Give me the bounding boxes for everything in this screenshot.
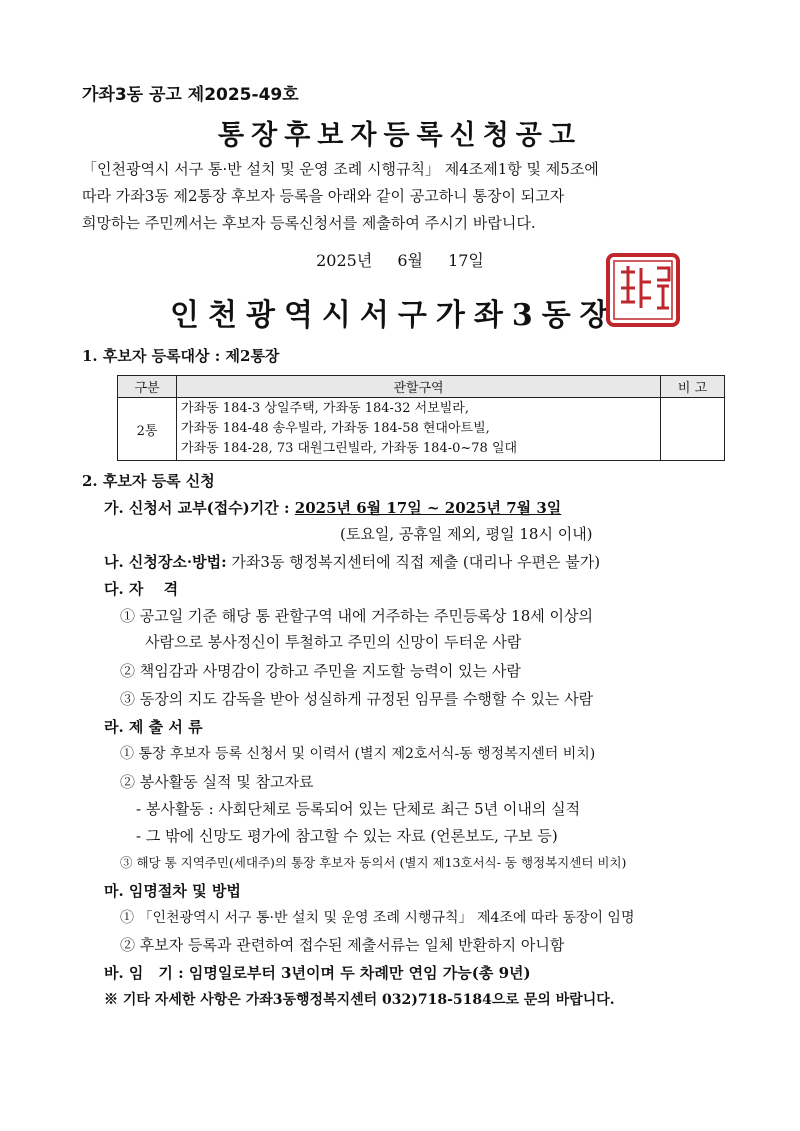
- table-header-row: [118, 376, 725, 398]
- page-title: 통장후보자등록신청공고: [218, 120, 582, 151]
- intro-line-2: 따라 가좌3동 제2통장 후보자 등록을 아래와 같이 공고하니 통장이 되고자: [82, 187, 565, 205]
- section-2-heading: 2. 후보자 등록 신청: [82, 472, 215, 490]
- jurisdiction-line-3: 가좌동 184-28, 73 대원그린빌라, 가좌동 184-0~78 일대: [181, 441, 518, 456]
- qualification-heading: 다. 자 격: [104, 580, 179, 598]
- jurisdiction-line-2: 가좌동 184-48 송우빌라, 가좌동 184-58 현대아트빌,: [181, 421, 490, 436]
- appointment-item-1: ① 「인천광역시 서구 통·반 설치 및 운영 조례 시행규칙」 제4조에 따라 동장이 임명: [120, 910, 635, 926]
- application-place-label: 나. 신청장소·방법:: [104, 553, 227, 571]
- intro-line-3: 희망하는 주민께서는 후보자 등록신청서를 제출하여 주시기 바랍니다.: [82, 214, 536, 232]
- qualification-item-3: ③ 동장의 지도 감독을 받아 성실하게 규정된 임무를 수행할 수 있는 사람: [120, 690, 594, 708]
- application-period-value: 2025년 6월 17일 ~ 2025년 7월 3일: [294, 499, 562, 517]
- official-seal-stamp: [605, 252, 681, 328]
- section-1-heading: 1. 후보자 등록대상 : 제2통장: [82, 347, 280, 365]
- jurisdiction-table: [117, 375, 725, 461]
- documents-item-2-sub-2: - 그 밖에 신망도 평가에 참고할 수 있는 자료 (언론보도, 구보 등): [136, 827, 558, 845]
- qualification-item-1: ① 공고일 기준 해당 통 관할구역 내에 거주하는 주민등록상 18세 이상의: [120, 607, 594, 625]
- header-jurisdiction: 관할구역: [177, 376, 661, 398]
- document-number: 가좌3동 공고 제2025-49호: [82, 85, 299, 105]
- documents-item-3: ③ 해당 통 지역주민(세대주)의 통장 후보자 동의서 (별지 제13호서식- 동 행정복지센터 비치): [120, 855, 627, 870]
- appointment-heading: 마. 임명절차 및 방법: [104, 882, 241, 900]
- row-division: 2통: [118, 398, 177, 461]
- issuer-name: 인천광역시서구가좌3동장: [170, 298, 618, 333]
- qualification-item-2: ② 책임감과 사명감이 강하고 주민을 지도할 능력이 있는 사람: [120, 662, 521, 680]
- contact-footer: ※ 기타 자세한 사항은 가좌3동행정복지센터 032)718-5184으로 문의 바랍니다.: [104, 992, 615, 1008]
- application-place-row: [104, 551, 600, 572]
- term-line: 바. 임 기 : 임명일로부터 3년이며 두 차례만 연임 가능(총 9년): [104, 964, 531, 982]
- header-division: 구분: [118, 376, 177, 398]
- documents-item-2-sub-1: - 봉사활동 : 사회단체로 등록되어 있는 단체로 최근 5년 이내의 실적: [136, 800, 581, 818]
- documents-item-1: ① 통장 후보자 등록 신청서 및 이력서 (별지 제2호서식-동 행정복지센터 비치): [120, 746, 596, 762]
- application-period-row: [104, 497, 561, 518]
- documents-item-2: ② 봉사활동 실적 및 참고자료: [120, 773, 314, 791]
- appointment-item-2: ② 후보자 등록과 관련하여 접수된 제출서류는 일체 반환하지 아니함: [120, 936, 565, 954]
- row-note: [661, 398, 725, 461]
- application-period-label: 가. 신청서 교부(접수)기간 :: [104, 499, 290, 517]
- application-place-value: 가좌3동 행정복지센터에 직접 제출 (대리나 우편은 불가): [231, 553, 601, 571]
- documents-heading: 라. 제 출 서 류: [104, 718, 203, 736]
- intro-line-1: 「인천광역시 서구 통·반 설치 및 운영 조례 시행규칙」 제4조제1항 및 제5조에: [82, 160, 599, 178]
- notice-date: 2025년 6월 17일: [316, 251, 484, 270]
- row-jurisdiction: [177, 398, 661, 461]
- qualification-item-1-cont: 사람으로 봉사정신이 투철하고 주민의 신망이 두터운 사람: [145, 633, 522, 651]
- application-period-note: (토요일, 공휴일 제외, 평일 18시 이내): [340, 525, 593, 543]
- jurisdiction-line-1: 가좌동 184-3 상일주택, 가좌동 184-32 서보빌라,: [181, 401, 469, 416]
- header-note: 비 고: [661, 376, 725, 398]
- table-row: [118, 398, 725, 461]
